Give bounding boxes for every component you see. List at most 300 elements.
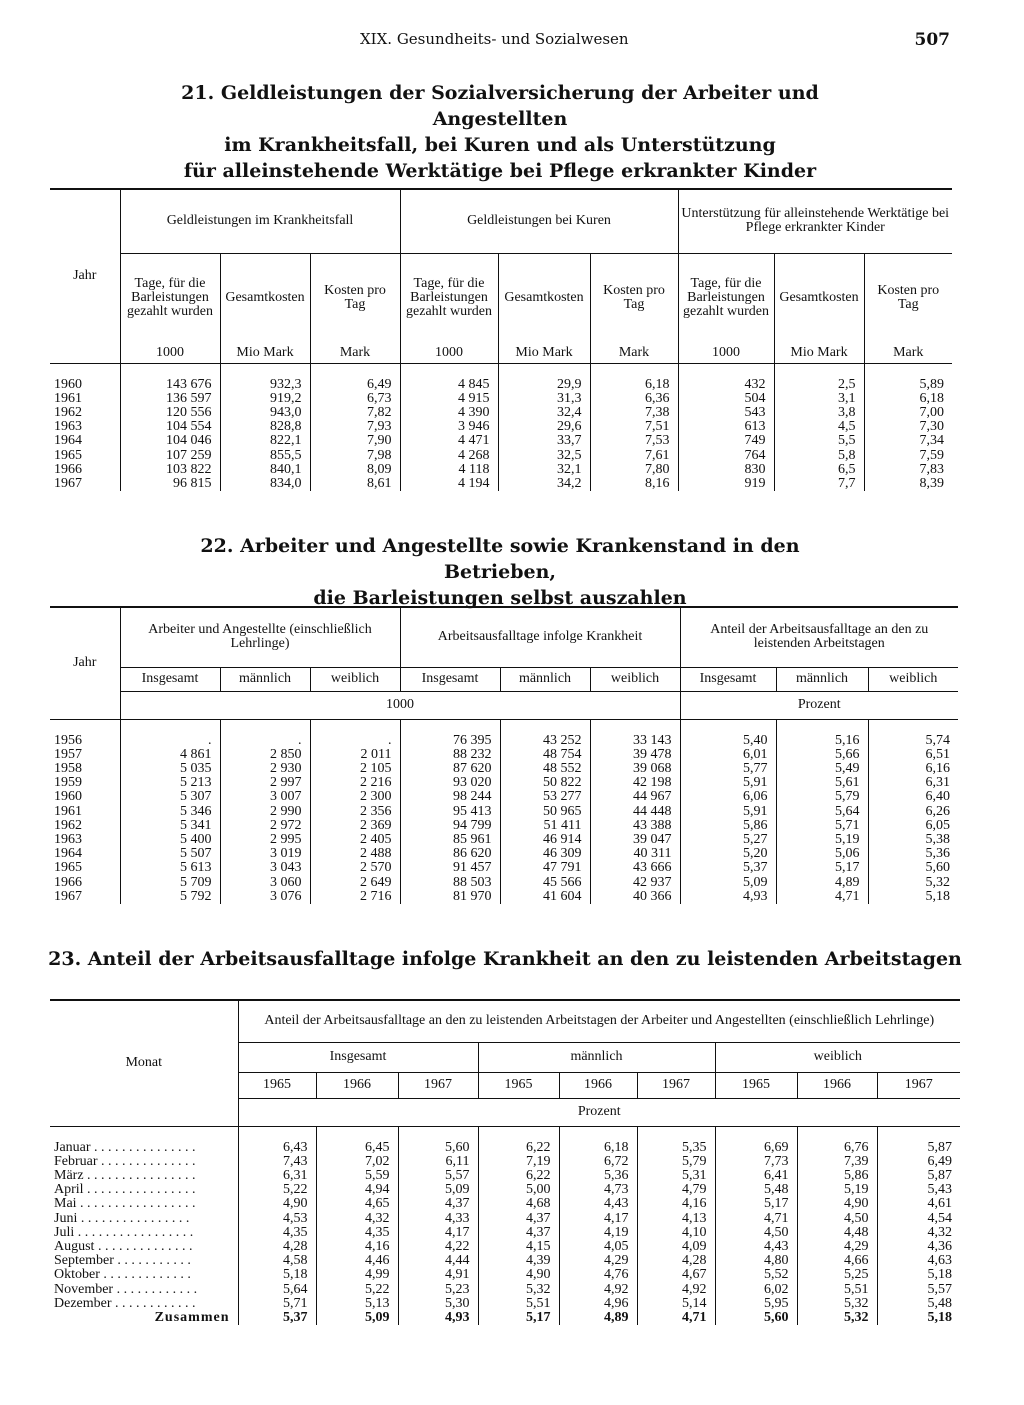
table-21-title xyxy=(150,80,850,184)
sub-header: männlich xyxy=(500,667,590,691)
table-row xyxy=(50,861,958,875)
table-cell: 7,59 xyxy=(864,449,952,463)
table-cell: 943,0 xyxy=(220,406,310,420)
table-cell: 7,73 xyxy=(715,1155,797,1169)
table-cell: 6,49 xyxy=(310,378,400,392)
table-cell: 103 822 xyxy=(120,463,220,477)
table-cell: 3 043 xyxy=(220,861,310,875)
table-cell: 5,43 xyxy=(877,1183,960,1197)
table-cell: 3 076 xyxy=(220,890,310,904)
sub-header: Insgesamt xyxy=(680,667,776,691)
table-cell: 5,37 xyxy=(238,1311,316,1325)
table-cell: 4,93 xyxy=(398,1311,478,1325)
table-cell: 7,61 xyxy=(590,449,678,463)
table-cell: 40 311 xyxy=(590,847,680,861)
unit-label: 1000 xyxy=(120,343,220,363)
row-year: 1959 xyxy=(54,775,82,791)
row-month: März . . . . . . . . . . . . . . . . xyxy=(54,1167,196,1183)
table-cell: 5,87 xyxy=(877,1169,960,1183)
spacer-row xyxy=(50,363,952,378)
table-cell: 8,39 xyxy=(864,477,952,491)
table-cell: 5,27 xyxy=(680,833,776,847)
table-cell: 76 395 xyxy=(400,734,500,748)
table-cell: 45 566 xyxy=(500,876,590,890)
top-header: Anteil der Arbeitsausfalltage an den zu leistenden Arbeitstagen der Arbeiter und Angestellten (einschließlich Lehrlinge) xyxy=(238,1000,960,1042)
unit-label: Prozent xyxy=(238,1098,960,1126)
table-row xyxy=(50,734,958,748)
table-cell: 7,83 xyxy=(864,463,952,477)
spacer-row xyxy=(50,1126,960,1141)
table-cell: 4,50 xyxy=(797,1212,877,1226)
table-cell: 2 488 xyxy=(310,847,400,861)
table-cell: 4,79 xyxy=(637,1183,715,1197)
table-23 xyxy=(50,999,960,1325)
table-cell: 6,36 xyxy=(590,392,678,406)
row-month: Februar . . . . . . . . . . . . . . xyxy=(54,1153,196,1169)
unit-label: 1000 xyxy=(678,343,774,363)
table-cell: 2 995 xyxy=(220,833,310,847)
table-cell: 4,22 xyxy=(398,1240,478,1254)
table-cell: 5,59 xyxy=(316,1169,398,1183)
table-row xyxy=(50,392,952,406)
table-row xyxy=(50,434,952,448)
table-cell: 143 676 xyxy=(120,378,220,392)
table-cell: 4,67 xyxy=(637,1268,715,1282)
table-row xyxy=(50,805,958,819)
table-cell: 4 915 xyxy=(400,392,498,406)
table-cell: . xyxy=(220,734,310,748)
table-cell: 4,80 xyxy=(715,1254,797,1268)
table-cell: 5,79 xyxy=(776,790,868,804)
table-cell: 5,48 xyxy=(715,1183,797,1197)
table-cell: 50 822 xyxy=(500,776,590,790)
table-cell: 4,94 xyxy=(316,1183,398,1197)
table-cell: 5,74 xyxy=(868,734,958,748)
table-cell: 7,43 xyxy=(238,1155,316,1169)
table-cell: 5,35 xyxy=(637,1141,715,1155)
table-cell: 4,96 xyxy=(559,1297,637,1311)
table-cell: 4,28 xyxy=(238,1240,316,1254)
row-year: 1963 xyxy=(54,419,82,435)
table-cell: 5,57 xyxy=(877,1283,960,1297)
table-cell: 4,19 xyxy=(559,1226,637,1240)
row-year: 1965 xyxy=(54,860,82,876)
table-cell: 5,23 xyxy=(398,1283,478,1297)
table-cell: 46 309 xyxy=(500,847,590,861)
table-cell: 29,9 xyxy=(498,378,590,392)
unit-label: Mio Mark xyxy=(498,343,590,363)
table-cell: 4,90 xyxy=(478,1268,559,1282)
table-row xyxy=(50,1254,960,1268)
table-cell: 5,71 xyxy=(238,1297,316,1311)
sub-header: Kosten pro Tag xyxy=(864,253,952,343)
table-row xyxy=(50,1212,960,1226)
table-cell: 4,28 xyxy=(637,1254,715,1268)
table-cell: 50 965 xyxy=(500,805,590,819)
table-cell: 4,71 xyxy=(715,1212,797,1226)
table-cell: 5 613 xyxy=(120,861,220,875)
table-cell: 4,35 xyxy=(316,1226,398,1240)
table-cell: 543 xyxy=(678,406,774,420)
table-cell: 5,18 xyxy=(877,1268,960,1282)
table-cell: 4,16 xyxy=(637,1197,715,1211)
row-month: Dezember . . . . . . . . . . . . xyxy=(54,1295,196,1311)
table-cell: 47 791 xyxy=(500,861,590,875)
row-year: 1962 xyxy=(54,404,82,420)
table-cell: 4,35 xyxy=(238,1226,316,1240)
table-cell: 42 937 xyxy=(590,876,680,890)
row-year: 1964 xyxy=(54,433,82,449)
table-cell: 39 068 xyxy=(590,762,680,776)
table-row xyxy=(50,833,958,847)
table-cell: 4,29 xyxy=(797,1240,877,1254)
table-cell: 5,14 xyxy=(637,1297,715,1311)
table-cell: 5,19 xyxy=(797,1183,877,1197)
table-cell: 8,61 xyxy=(310,477,400,491)
table-cell: . xyxy=(120,734,220,748)
table-cell: 4,53 xyxy=(238,1212,316,1226)
table-cell: 6,18 xyxy=(864,392,952,406)
row-year: 1961 xyxy=(54,390,82,406)
table-row xyxy=(50,1240,960,1254)
table-cell: 4,48 xyxy=(797,1226,877,1240)
title-line-3: für alleinstehende Werktätige bei Pflege erkrankter Kinder xyxy=(183,160,817,182)
table-cell: 828,8 xyxy=(220,420,310,434)
col-jahr: Jahr xyxy=(50,189,120,363)
table-cell: 2 300 xyxy=(310,790,400,804)
group-header: Geldleistungen im Krankheitsfall xyxy=(120,189,400,253)
table-cell: 5,49 xyxy=(776,762,868,776)
table-cell: 48 552 xyxy=(500,762,590,776)
table-cell: 5 507 xyxy=(120,847,220,861)
table-cell: 5,57 xyxy=(398,1169,478,1183)
table-cell: 764 xyxy=(678,449,774,463)
table-cell: 4,92 xyxy=(637,1283,715,1297)
row-year: 1961 xyxy=(54,803,82,819)
row-month: Januar . . . . . . . . . . . . . . . xyxy=(54,1139,196,1155)
table-cell: 95 413 xyxy=(400,805,500,819)
sub-header: Gesamtkosten xyxy=(220,253,310,343)
table-cell: 5,64 xyxy=(776,805,868,819)
group-header: männlich xyxy=(478,1042,715,1072)
table-row xyxy=(50,1268,960,1282)
table-cell: 7,98 xyxy=(310,449,400,463)
table-cell: 93 020 xyxy=(400,776,500,790)
sub-header: Tage, für die Barleistungen gezahlt wurden xyxy=(678,253,774,343)
table-cell: 4,09 xyxy=(637,1240,715,1254)
table-cell: 4,90 xyxy=(797,1197,877,1211)
table-row xyxy=(50,819,958,833)
table-cell: 6,02 xyxy=(715,1283,797,1297)
group-header: weiblich xyxy=(715,1042,960,1072)
table-cell: 6,31 xyxy=(238,1169,316,1183)
table-cell: 5,60 xyxy=(715,1311,797,1325)
table-cell: 4 471 xyxy=(400,434,498,448)
table-cell: 81 970 xyxy=(400,890,500,904)
table-cell: 5,66 xyxy=(776,748,868,762)
table-cell: 44 967 xyxy=(590,790,680,804)
table-cell: 4,05 xyxy=(559,1240,637,1254)
table-row xyxy=(50,420,952,434)
table-cell: 6,73 xyxy=(310,392,400,406)
table-cell: 43 388 xyxy=(590,819,680,833)
table-cell: 5,79 xyxy=(637,1155,715,1169)
table-cell: 4,99 xyxy=(316,1268,398,1282)
table-cell: 6,01 xyxy=(680,748,776,762)
table-22 xyxy=(50,606,958,904)
table-row xyxy=(50,1183,960,1197)
table-cell: 4,89 xyxy=(559,1311,637,1325)
row-month: August . . . . . . . . . . . . . . xyxy=(54,1238,193,1254)
table-cell: 32,1 xyxy=(498,463,590,477)
table-cell: 834,0 xyxy=(220,477,310,491)
table-cell: 2 716 xyxy=(310,890,400,904)
table-cell: 91 457 xyxy=(400,861,500,875)
sub-header: Insgesamt xyxy=(400,667,500,691)
table-row xyxy=(50,790,958,804)
row-month: Oktober . . . . . . . . . . . . . xyxy=(54,1267,191,1283)
table-cell: 855,5 xyxy=(220,449,310,463)
table-cell: 4,61 xyxy=(877,1197,960,1211)
table-cell: 5,18 xyxy=(877,1311,960,1325)
table-cell: 4,71 xyxy=(637,1311,715,1325)
sub-header: männlich xyxy=(776,667,868,691)
table-cell: 7,34 xyxy=(864,434,952,448)
table-cell: 6,40 xyxy=(868,790,958,804)
table-cell: 53 277 xyxy=(500,790,590,804)
table-cell: 40 366 xyxy=(590,890,680,904)
table-cell: 33 143 xyxy=(590,734,680,748)
table-cell: 613 xyxy=(678,420,774,434)
table-cell: 6,69 xyxy=(715,1141,797,1155)
row-month: September . . . . . . . . . . . xyxy=(54,1253,191,1269)
table-cell: 7,80 xyxy=(590,463,678,477)
table-cell: 4,89 xyxy=(776,876,868,890)
unit-label: 1000 xyxy=(400,343,498,363)
unit-label: 1000 xyxy=(120,691,680,719)
table-cell: 5,18 xyxy=(868,890,958,904)
sub-header: Kosten pro Tag xyxy=(590,253,678,343)
sub-header: weiblich xyxy=(590,667,680,691)
table-cell: 5,77 xyxy=(680,762,776,776)
table-row xyxy=(50,876,958,890)
table-cell: 88 232 xyxy=(400,748,500,762)
group-header: Arbeitsausfalltage infolge Krankheit xyxy=(400,607,680,667)
table-cell: 7,53 xyxy=(590,434,678,448)
table-cell: 5 035 xyxy=(120,762,220,776)
table-cell: 33,7 xyxy=(498,434,590,448)
table-cell: 4,37 xyxy=(398,1197,478,1211)
table-cell: 96 815 xyxy=(120,477,220,491)
table-row xyxy=(50,1297,960,1311)
group-header: Arbeiter und Angestellte (einschließlich Lehrlinge) xyxy=(120,607,400,667)
table-cell: 5,51 xyxy=(478,1297,559,1311)
table-cell: 6,22 xyxy=(478,1141,559,1155)
year-header: 1967 xyxy=(877,1072,960,1098)
table-cell: 5,86 xyxy=(797,1169,877,1183)
table-cell: 5,51 xyxy=(797,1283,877,1297)
table-cell: 5,52 xyxy=(715,1268,797,1282)
table-cell: 3,8 xyxy=(774,406,864,420)
year-header: 1966 xyxy=(797,1072,877,1098)
table-cell: 5,00 xyxy=(478,1183,559,1197)
table-cell: 104 046 xyxy=(120,434,220,448)
row-month: April . . . . . . . . . . . . . . . . xyxy=(54,1182,196,1198)
table-cell: 6,26 xyxy=(868,805,958,819)
table-cell: 7,19 xyxy=(478,1155,559,1169)
row-year: 1966 xyxy=(54,874,82,890)
year-header: 1966 xyxy=(559,1072,637,1098)
table-cell: 4 845 xyxy=(400,378,498,392)
year-header: 1965 xyxy=(715,1072,797,1098)
table-cell: 4 118 xyxy=(400,463,498,477)
table-cell: 87 620 xyxy=(400,762,500,776)
table-cell: 5,32 xyxy=(797,1311,877,1325)
table-cell: 8,09 xyxy=(310,463,400,477)
group-header: Anteil der Arbeitsausfalltage an den zu leistenden Arbeitstagen xyxy=(680,607,958,667)
table-cell: 7,90 xyxy=(310,434,400,448)
table-row xyxy=(50,378,952,392)
sub-header: männlich xyxy=(220,667,310,691)
row-year: 1958 xyxy=(54,760,82,776)
table-cell: 4 861 xyxy=(120,748,220,762)
page-number: 507 xyxy=(914,30,950,50)
table-cell: 5,30 xyxy=(398,1297,478,1311)
table-row xyxy=(50,463,952,477)
table-cell: 2 850 xyxy=(220,748,310,762)
table-21 xyxy=(50,188,952,491)
table-cell: 5,17 xyxy=(715,1197,797,1211)
row-month: Mai . . . . . . . . . . . . . . . . . xyxy=(54,1196,196,1212)
table-cell: 2 649 xyxy=(310,876,400,890)
table-cell: 6,49 xyxy=(877,1155,960,1169)
table-cell: 4 390 xyxy=(400,406,498,420)
table-cell: 4,44 xyxy=(398,1254,478,1268)
sub-header: Gesamtkosten xyxy=(498,253,590,343)
table-cell: 4,43 xyxy=(715,1240,797,1254)
table-cell: 2 990 xyxy=(220,805,310,819)
table-cell: 5,89 xyxy=(864,378,952,392)
total-label: Zusammen xyxy=(154,1309,230,1325)
table-cell: 43 666 xyxy=(590,861,680,875)
table-cell: 6,41 xyxy=(715,1169,797,1183)
table-cell: 4,50 xyxy=(715,1226,797,1240)
table-cell: 2 405 xyxy=(310,833,400,847)
table-cell: 5,37 xyxy=(680,861,776,875)
table-22-title xyxy=(150,533,850,611)
table-cell: 4,37 xyxy=(478,1226,559,1240)
table-cell: 6,45 xyxy=(316,1141,398,1155)
table-cell: 2,5 xyxy=(774,378,864,392)
table-row xyxy=(50,449,952,463)
table-cell: 4,54 xyxy=(877,1212,960,1226)
table-cell: 32,4 xyxy=(498,406,590,420)
table-cell: 6,05 xyxy=(868,819,958,833)
sub-header: Insgesamt xyxy=(120,667,220,691)
table-cell: 2 105 xyxy=(310,762,400,776)
table-cell: 2 930 xyxy=(220,762,310,776)
table-cell: 29,6 xyxy=(498,420,590,434)
running-head: XIX. Gesundheits- und Sozialwesen xyxy=(360,30,629,48)
table-cell: 42 198 xyxy=(590,776,680,790)
table-cell: 39 047 xyxy=(590,833,680,847)
table-cell: 5,32 xyxy=(797,1297,877,1311)
table-cell: 5,40 xyxy=(680,734,776,748)
table-cell: 5,32 xyxy=(868,876,958,890)
table-cell: 6,18 xyxy=(559,1141,637,1155)
table-cell: 5 307 xyxy=(120,790,220,804)
table-cell: 4,39 xyxy=(478,1254,559,1268)
sub-header: Gesamtkosten xyxy=(774,253,864,343)
table-cell: 5,48 xyxy=(877,1297,960,1311)
table-cell: 88 503 xyxy=(400,876,500,890)
table-cell: 4,10 xyxy=(637,1226,715,1240)
table-cell: 48 754 xyxy=(500,748,590,762)
row-year: 1965 xyxy=(54,447,82,463)
table-row xyxy=(50,1141,960,1155)
table-cell: 8,16 xyxy=(590,477,678,491)
table-cell: 5 213 xyxy=(120,776,220,790)
table-row xyxy=(50,406,952,420)
table-cell: 2 216 xyxy=(310,776,400,790)
total-row xyxy=(50,1311,960,1325)
table-cell: 43 252 xyxy=(500,734,590,748)
row-year: 1964 xyxy=(54,846,82,862)
table-cell: 98 244 xyxy=(400,790,500,804)
table-cell: 5,09 xyxy=(398,1183,478,1197)
table-cell: 85 961 xyxy=(400,833,500,847)
table-cell: 4,76 xyxy=(559,1268,637,1282)
table-cell: 3,1 xyxy=(774,392,864,406)
row-year: 1960 xyxy=(54,376,82,392)
table-cell: 3 060 xyxy=(220,876,310,890)
row-year: 1962 xyxy=(54,817,82,833)
table-cell: 2 972 xyxy=(220,819,310,833)
table-cell: 5,86 xyxy=(680,819,776,833)
table-cell: 6,76 xyxy=(797,1141,877,1155)
table-cell: 4,65 xyxy=(316,1197,398,1211)
table-cell: 5,64 xyxy=(238,1283,316,1297)
table-cell: 4,5 xyxy=(774,420,864,434)
table-cell: 4,66 xyxy=(797,1254,877,1268)
table-cell: 4,17 xyxy=(398,1226,478,1240)
year-header: 1966 xyxy=(316,1072,398,1098)
table-row xyxy=(50,762,958,776)
table-cell: 2 011 xyxy=(310,748,400,762)
table-cell: 107 259 xyxy=(120,449,220,463)
table-cell: 7,7 xyxy=(774,477,864,491)
table-row xyxy=(50,1283,960,1297)
title-line-1: 21. Geldleistungen der Sozialversicherung der Arbeiter und Angestellten xyxy=(181,82,819,130)
title-line-2: im Krankheitsfall, bei Kuren und als Unterstützung xyxy=(224,134,776,156)
table-cell: 94 799 xyxy=(400,819,500,833)
table-cell: 5,60 xyxy=(398,1141,478,1155)
table-cell: 4,17 xyxy=(559,1212,637,1226)
table-cell: 2 997 xyxy=(220,776,310,790)
table-23-title: 23. Anteil der Arbeitsausfalltage infolge Krankheit an den zu leistenden Arbeitstagen xyxy=(48,948,962,970)
table-cell: 5,32 xyxy=(478,1283,559,1297)
table-cell: 919,2 xyxy=(220,392,310,406)
row-month: November . . . . . . . . . . . . xyxy=(54,1281,198,1297)
table-row xyxy=(50,1155,960,1169)
table-cell: 4,37 xyxy=(478,1212,559,1226)
table-cell: 6,06 xyxy=(680,790,776,804)
table-cell: 4,58 xyxy=(238,1254,316,1268)
table-cell: 4,32 xyxy=(316,1212,398,1226)
table-cell: 4,46 xyxy=(316,1254,398,1268)
table-cell: 5,19 xyxy=(776,833,868,847)
group-header: Unterstützung für alleinstehende Werktätige bei Pflege erkrankter Kinder xyxy=(678,189,952,253)
